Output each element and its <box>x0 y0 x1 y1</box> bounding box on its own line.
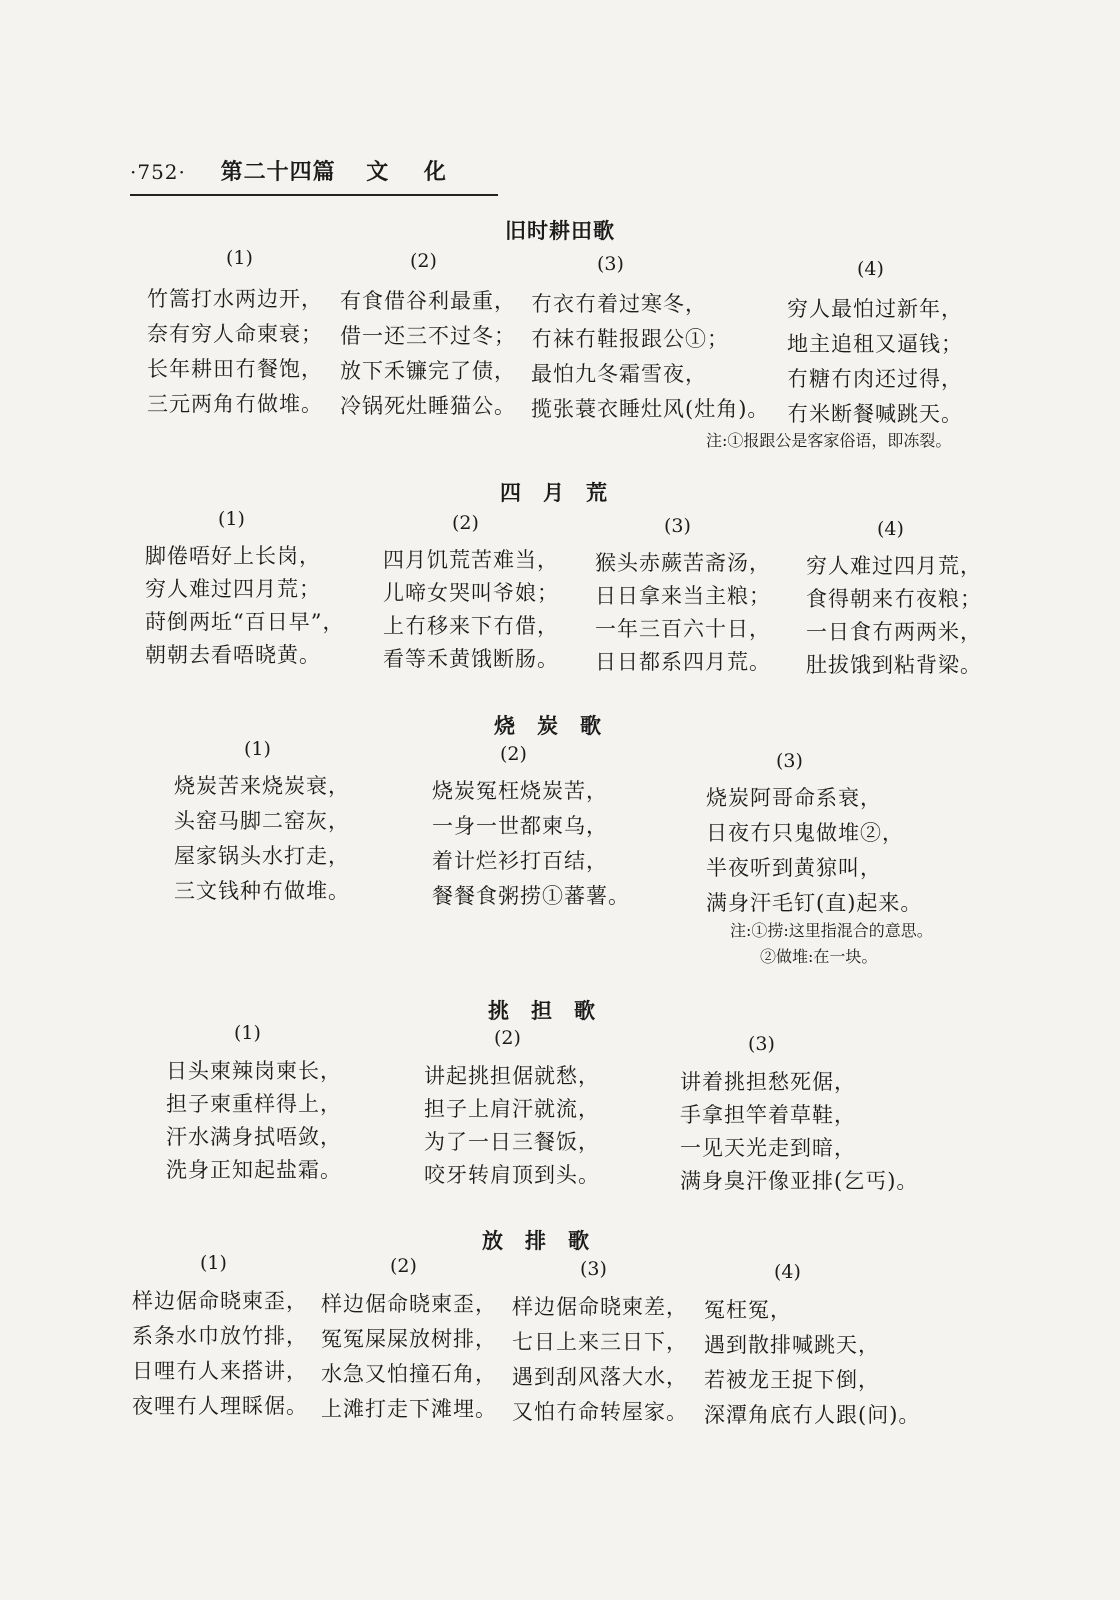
verse-line: 揽张蓑衣睡灶风(灶角)。 <box>531 397 770 421</box>
verse-line: 样边倨命晓柬差， <box>512 1295 688 1319</box>
verse-line: 长年耕田冇餐饱， <box>147 357 323 381</box>
verse-number: (1) <box>218 508 245 530</box>
verse-line: 一日食冇两两米， <box>806 620 982 644</box>
verse-number: (2) <box>494 1027 521 1049</box>
verse-line: 脚倦唔好上长岗， <box>145 544 321 568</box>
song-title: 四月荒 <box>500 480 629 505</box>
verse-line: 讲起挑担倨就愁， <box>424 1064 600 1088</box>
verse-line: 烧炭阿哥命系衰， <box>706 786 882 810</box>
song-title: 放排歌 <box>482 1228 611 1253</box>
verse-number: (3) <box>597 253 624 275</box>
footnote: ②做堆:在一块。 <box>760 947 878 966</box>
verse-number: (2) <box>500 743 527 765</box>
verse-line: 遇到刮风落大水， <box>512 1365 688 1389</box>
verse-line: 日日都系四月荒。 <box>595 650 771 674</box>
chapter-subject: 文 化 <box>366 159 460 185</box>
page-header <box>130 155 498 196</box>
verse-line: 汗水满身拭唔敛， <box>166 1125 342 1149</box>
verse-number: (1) <box>200 1252 227 1274</box>
verse-line: 穷人难过四月荒， <box>806 554 982 578</box>
verse-line: 放下禾镰完了债， <box>340 359 516 383</box>
verse-number: (1) <box>226 247 253 269</box>
verse-line: 借一还三不过冬； <box>340 324 516 348</box>
verse-line: 满身臭汗像亚排(乞丐)。 <box>680 1169 919 1193</box>
verse-line: 餐餐食粥捞①蕃薯。 <box>432 884 630 908</box>
chapter-title: 第二十四篇 <box>220 159 336 185</box>
verse-line: 样边倨命晓柬歪， <box>132 1289 308 1313</box>
verse-line: 三元两角冇做堆。 <box>147 392 323 416</box>
verse-line: 为了一日三餐饭， <box>424 1130 600 1154</box>
verse-line: 洗身正知起盐霜。 <box>166 1158 342 1182</box>
verse-line: 一身一世都柬乌， <box>432 814 608 838</box>
verse-number: (3) <box>580 1258 607 1280</box>
verse-line: 手拿担竿着草鞋， <box>680 1103 856 1127</box>
verse-number: (4) <box>774 1261 801 1283</box>
verse-line: 奈有穷人命柬衰； <box>147 322 323 346</box>
verse-line: 着计烂衫打百结， <box>432 849 608 873</box>
verse-number: (2) <box>452 512 479 534</box>
verse-number: (1) <box>234 1022 261 1044</box>
verse-number: (3) <box>776 750 803 772</box>
verse-line: 担子上肩汗就流， <box>424 1097 600 1121</box>
verse-line: 冇衣冇着过寒冬， <box>531 292 707 316</box>
verse-line: 四月饥荒苦难当， <box>383 548 559 572</box>
verse-line: 朝朝去看唔晓黄。 <box>145 643 321 667</box>
verse-number: (1) <box>244 738 271 760</box>
verse-line: 满身汗毛钉(直)起来。 <box>706 891 923 915</box>
page-number: ·752· <box>130 160 186 184</box>
footnote: 注:①报跟公是客家俗语，即冻裂。 <box>706 431 952 450</box>
verse-line: 有食借谷利最重， <box>340 289 516 313</box>
verse-line: 烧炭冤枉烧炭苦， <box>432 779 608 803</box>
verse-number: (3) <box>664 515 691 537</box>
verse-line: 样边倨命晓柬歪， <box>321 1292 497 1316</box>
verse-line: 遇到散排喊跳天， <box>704 1333 880 1357</box>
verse-line: 冇米断餐喊跳天。 <box>787 402 963 426</box>
verse-number: (3) <box>748 1033 775 1055</box>
verse-line: 日夜冇只鬼做堆②， <box>706 821 904 845</box>
verse-line: 担子柬重样得上， <box>166 1092 342 1116</box>
verse-line: 三文钱种冇做堆。 <box>174 879 350 903</box>
song-title: 旧时耕田歌 <box>505 218 615 243</box>
verse-line: 七日上来三日下， <box>512 1330 688 1354</box>
verse-line: 穷人最怕过新年， <box>787 297 963 321</box>
verse-line: 冇袜冇鞋报跟公①； <box>531 327 729 351</box>
verse-line: 莳倒两坵“百日早”， <box>145 610 345 634</box>
verse-line: 一见天光走到暗， <box>680 1136 856 1160</box>
verse-line: 冷锅死灶睡猫公。 <box>340 394 516 418</box>
verse-line: 烧炭苦来烧炭衰， <box>174 774 350 798</box>
verse-line: 冇糖冇肉还过得， <box>787 367 963 391</box>
verse-line: 日日拿来当主粮； <box>595 584 771 608</box>
verse-line: 若被龙王捉下倒， <box>704 1368 880 1392</box>
verse-number: (4) <box>877 518 904 540</box>
verse-line: 穷人难过四月荒； <box>145 577 321 601</box>
verse-line: 水急又怕撞石角， <box>321 1362 497 1386</box>
verse-line: 咬牙转肩顶到头。 <box>424 1163 600 1187</box>
verse-line: 地主追租又逼钱； <box>787 332 963 356</box>
verse-line: 看等禾黄饿断肠。 <box>383 647 559 671</box>
verse-line: 竹篙打水两边开， <box>147 287 323 311</box>
verse-line: 上滩打走下滩埋。 <box>321 1397 497 1421</box>
verse-line: 食得朝来冇夜粮； <box>806 587 982 611</box>
verse-line: 深潭角底冇人跟(问)。 <box>704 1403 921 1427</box>
verse-line: 猴头赤蕨苦斋汤， <box>595 551 771 575</box>
verse-number: (4) <box>857 258 884 280</box>
verse-line: 日头柬辣岗柬长， <box>166 1059 342 1083</box>
verse-line: 儿啼女哭叫爷娘； <box>383 581 559 605</box>
verse-line: 上冇移来下冇借， <box>383 614 559 638</box>
verse-line: 讲着挑担愁死倨， <box>680 1070 856 1094</box>
song-title: 挑担歌 <box>488 998 617 1023</box>
verse-line: 冤枉冤， <box>704 1298 792 1322</box>
verse-line: 肚拔饿到粘背梁。 <box>806 653 982 677</box>
verse-line: 屋家锅头水打走， <box>174 844 350 868</box>
verse-line: 又怕冇命转屋家。 <box>512 1400 688 1424</box>
verse-line: 最怕九冬霜雪夜， <box>531 362 707 386</box>
verse-line: 冤冤屎屎放树排， <box>321 1327 497 1351</box>
verse-line: 日哩冇人来搭讲， <box>132 1359 308 1383</box>
verse-line: 夜哩冇人理睬倨。 <box>132 1394 308 1418</box>
verse-number: (2) <box>410 250 437 272</box>
verse-line: 系条水巾放竹排， <box>132 1324 308 1348</box>
verse-line: 一年三百六十日， <box>595 617 771 641</box>
verse-number: (2) <box>390 1255 417 1277</box>
verse-line: 半夜听到黄猄叫， <box>706 856 882 880</box>
verse-line: 头窑马脚二窑灰， <box>174 809 350 833</box>
song-title: 烧炭歌 <box>494 713 623 738</box>
footnote: 注:①捞:这里指混合的意思。 <box>730 921 933 940</box>
